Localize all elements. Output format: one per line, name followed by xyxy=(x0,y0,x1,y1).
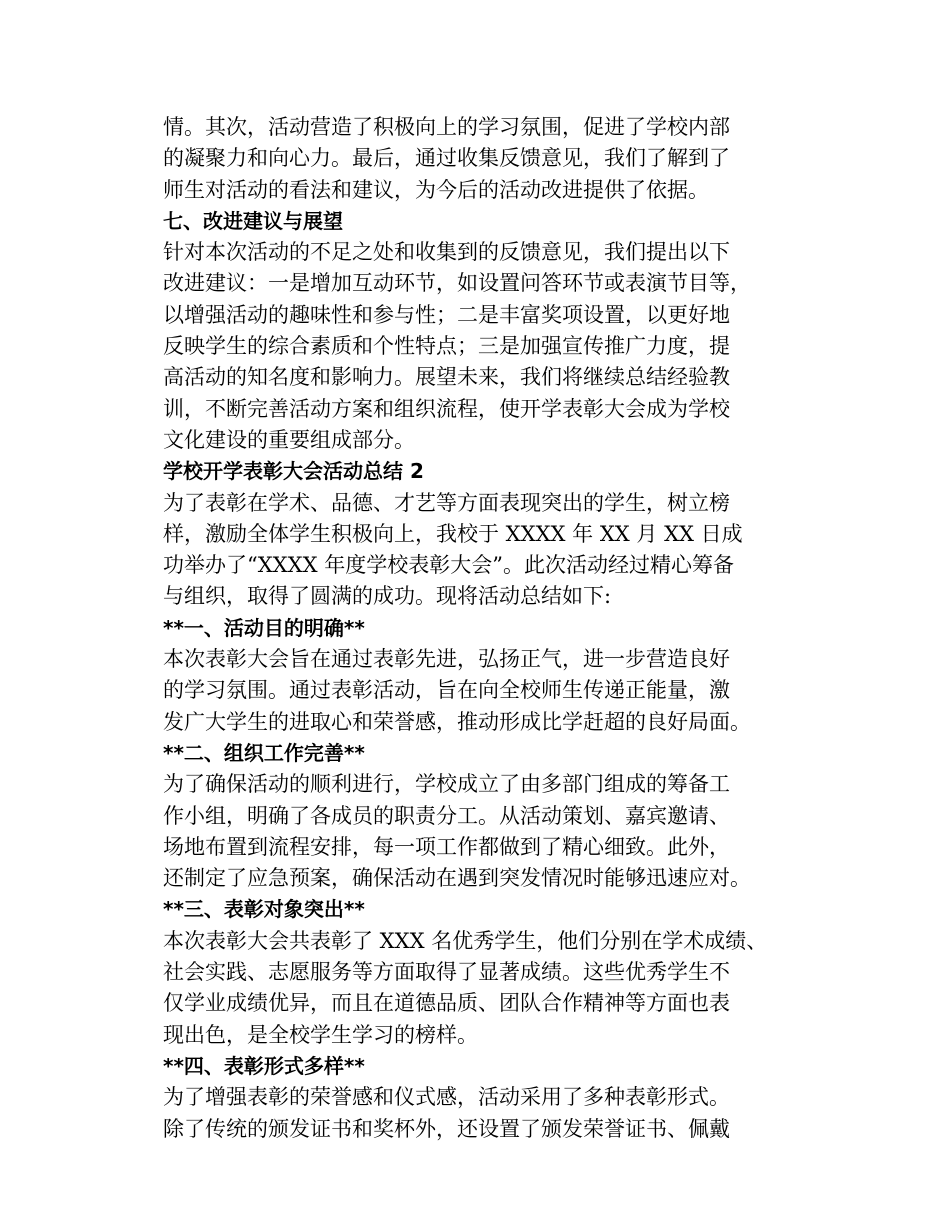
paragraph-line: 训，不断完善活动方案和组织流程，使开学表彰大会成为学校 xyxy=(163,396,730,421)
paragraph-line: 为了增强表彰的荣誉感和仪式感，活动采用了多种表彰形式。 xyxy=(163,1085,730,1110)
paragraph-line: 还制定了应急预案，确保活动在遇到突发情况时能够迅速应对。 xyxy=(163,866,751,891)
paragraph-line: 的学习氛围。通过表彰活动，旨在向全校师生传递正能量，激 xyxy=(163,678,730,703)
paragraph-line: 情。其次，活动营造了积极向上的学习氛围，促进了学校内部 xyxy=(163,115,730,139)
paragraph-line: 以增强活动的趣味性和参与性；二是丰富奖项设置，以更好地 xyxy=(163,302,730,327)
paragraph-line: 为了表彰在学术、品德、才艺等方面表现突出的学生，树立榜 xyxy=(163,490,730,515)
document-title: 学校开学表彰大会活动总结 2 xyxy=(163,459,424,484)
paragraph-line: 作小组，明确了各成员的职责分工。从活动策划、嘉宾邀请、 xyxy=(163,803,730,828)
paragraph-line: 文化建设的重要组成部分。 xyxy=(163,427,415,452)
paragraph-line: 针对本次活动的不足之处和收集到的反馈意见，我们提出以下 xyxy=(163,240,730,265)
paragraph-line: 高活动的知名度和影响力。展望未来，我们将继续总结经验教 xyxy=(163,365,730,390)
paragraph-line: 发广大学生的进取心和荣誉感，推动形成比学赶超的良好局面。 xyxy=(163,709,751,734)
section-heading: 七、改进建议与展望 xyxy=(163,208,343,233)
paragraph-line: 现出色，是全校学生学习的榜样。 xyxy=(163,1022,478,1047)
paragraph-line: 场地布置到流程安排，每一项工作都做到了精心细致。此外， xyxy=(163,834,730,859)
paragraph-line: 社会实践、志愿服务等方面取得了显著成绩。这些优秀学生不 xyxy=(163,960,730,985)
paragraph-line: 功举办了“XXXX 年度学校表彰大会”。此次活动经过精心筹备 xyxy=(163,553,734,578)
paragraph-line: 仅学业成绩优异，而且在道德品质、团队合作精神等方面也表 xyxy=(163,991,730,1016)
paragraph-line: 的凝聚力和向心力。最后，通过收集反馈意见，我们了解到了 xyxy=(163,146,730,171)
paragraph-line: 反映学生的综合素质和个性特点；三是加强宣传推广力度，提 xyxy=(163,334,730,359)
section-heading: **四、表彰形式多样** xyxy=(163,1053,365,1078)
paragraph-line: 师生对活动的看法和建议，为今后的活动改进提供了依据。 xyxy=(163,177,709,202)
document-page xyxy=(163,112,803,1145)
section-heading: **一、活动目的明确** xyxy=(163,615,365,640)
paragraph-line: 本次表彰大会共表彰了 XXX 名优秀学生，他们分别在学术成绩、 xyxy=(163,928,768,953)
paragraph-line: 样，激励全体学生积极向上，我校于 XXXX 年 XX 月 XX 日成 xyxy=(163,521,743,546)
paragraph-line: 除了传统的颁发证书和奖杯外，还设置了颁发荣誉证书、佩戴 xyxy=(163,1116,730,1141)
paragraph-line: 本次表彰大会旨在通过表彰先进，弘扬正气，进一步营造良好 xyxy=(163,647,730,672)
paragraph-line: 改进建议：一是增加互动环节，如设置问答环节或表演节目等， xyxy=(163,271,751,296)
paragraph-line: 与组织，取得了圆满的成功。现将活动总结如下: xyxy=(163,584,612,609)
paragraph-line: 为了确保活动的顺利进行，学校成立了由多部门组成的筹备工 xyxy=(163,772,730,797)
section-heading: **三、表彰对象突出** xyxy=(163,897,365,922)
section-heading: **二、组织工作完善** xyxy=(163,740,365,765)
